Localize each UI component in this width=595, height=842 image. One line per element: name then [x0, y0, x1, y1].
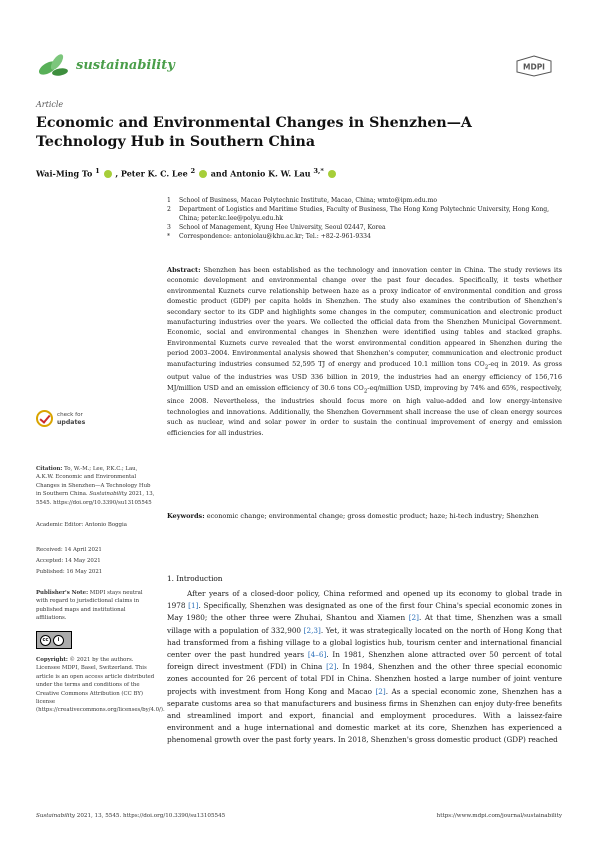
journal-logo [36, 49, 206, 81]
article-type: Article [36, 100, 64, 109]
citation-link[interactable]: [1] [188, 601, 199, 611]
journal-url[interactable]: https://www.mdpi.com/journal/sustainability [436, 813, 562, 819]
affiliation-mark: 1 [95, 167, 100, 175]
affiliation-item: 2 Department of Logistics and Maritime Studies, Faculty of Business, The Hong Kong Polytechnic University, Hong Kong, China; peter.kc.lee@polyu.edu.hk [167, 206, 550, 222]
citation-link[interactable]: [2] [326, 662, 337, 672]
affiliation-item: 3 School of Management, Kyung Hee University, Seoul 02447, Korea [167, 224, 386, 231]
journal-name: sustainability [76, 57, 175, 73]
affiliation-mark: 2 [190, 167, 196, 175]
affiliations [167, 196, 562, 241]
published-date: Published: 16 May 2021 [36, 569, 103, 575]
affiliation-mark: 3,* [313, 167, 324, 175]
keywords-label: Keywords: [167, 512, 205, 520]
abstract-label: Abstract: [167, 266, 201, 274]
section-heading: 1. Introduction [167, 574, 223, 583]
affiliation-item: * Correspondence: antoniolau@khu.ac.kr; Tel.: +82-2-961-9334 [167, 233, 371, 240]
orcid-icon[interactable] [328, 170, 336, 178]
author-name[interactable]: Wai-Ming To [36, 168, 93, 179]
orcid-icon[interactable] [199, 170, 207, 178]
author-list [36, 167, 337, 179]
accepted-date: Accepted: 14 May 2021 [36, 558, 101, 564]
orcid-icon[interactable] [104, 170, 112, 178]
check-for-updates[interactable]: check for updates [36, 410, 85, 427]
publisher-note: Publisher's Note: MDPI stays neutral with regard to jurisdictional claims in published maps and institutional affiliations. [36, 590, 143, 622]
received-date: Received: 14 April 2021 [36, 547, 102, 553]
author-name[interactable]: , Peter K. C. Lee [115, 168, 188, 179]
citation-link[interactable]: [2,3] [303, 625, 321, 635]
citation-link[interactable]: [2] [375, 686, 386, 696]
abstract: Abstract: Shenzhen has been established as the technology and innovation center in China. The study reviews its economic development and environmental change over the past four decades. Specifically, it tests whether environmental Kuznets curve relationship between haze as a proxy indicator of environmental condition and gross domestic product (GDP) per capita holds in Shenzhen. The study also examines the contribution of Shenzhen's secondary sector to its GDP and highlights some changes in the computer, communication and electronic product manufacturing industries over the years. We collected the official data from the Shenzhen Municipal Government. Economic, social and environmental changes in Shenzhen were identified using tables and stacked graphs. Environmental Kuznets curve revealed that the worst environmental condition appeared in Shenzhen during the period 2003–2004. Environmental analysis showed that Shenzhen's computer, communication and electronic product manufacturing industries consumed 52,595 TJ of energy and produced 10.1 million tons $CO_2-eq$ in 2019. As gross output value of the industries was USD 336 billion in 2019, the industries had an energy efficiency of 156,716 MJ/million USD and an emission efficiency of 30.6 tons $CO_2-eq$/million USD, improving by 74% and 65%, respectively, since 2008. Nevertheless, the industries should focus more on high value-added and low energy-intensive technologies and innovations. Additionally, the Shenzhen Government shall increase the use of clean energy sources such as nuclear, wind and solar power in order to sustain the continual improvement of energy and emission efficiencies for all industries. [167, 266, 563, 437]
affiliation-item: 1 School of Business, Macao Polytechnic Institute, Macao, China; wmto@ipm.edu.mo [167, 197, 438, 204]
introduction-paragraph: After years of a closed-door policy, China reformed and opened up its economy to global trade in 1978 [1]. Specifically, Shenzhen was designated as one of the first four China's special economic zones in May 1980; the other three were Zhuhai, Shantou and Xiamen [2]. At that time, Shenzhen was a small village with a population of 332,900 [2,3]. Yet, it was strategically located on the north of Hong Kong that had transformed from a fishing village to a global logistics hub, tourism center and international financial center over the past hundred years [4–6]. In 1981, Shenzhen alone attracted over 50 percent of total foreign direct investment (FDI) in China [2]. In 1984, Shenzhen and the other three special economic zones accounted for 26 percent of total FDI in China. Shenzhen hosted a large number of joint venture projects with investment from Hong Kong and Macao [2]. As a special economic zone, Shenzhen has a separate customs area so that manufacturers and business firms in Shenzhen can enjoy duty-free benefits and streamlined import and export, financial and employment procedures. With a laissez-faire environment and a huge international and domestic market at its core, Shenzhen has experienced a phenomenal growth over the past forty years. In 2018, Shenzhen's gross domestic product (GDP) reached [167, 589, 562, 745]
keywords: Keywords: economic change; environmental change; gross domestic product; haze; hi-tech industry; Shenzhen [167, 512, 539, 520]
mdpi-logo-icon [515, 55, 553, 77]
academic-editor: Academic Editor: Antonio Boggia [36, 522, 127, 528]
citation: Citation: To, W.-M.; Lee, P.K.C.; Lau, A.K.W. Economic and Environmental Changes in Shenzhen—A Technology Hub in Southern China. Sustainability 2021, 13, 5545. https://doi.org/10.3390/su13105545 [36, 466, 155, 506]
cc-by-license-icon[interactable]: cc i [36, 631, 72, 649]
paper-title: Economic and Environmental Changes in Shenzhen—A Technology Hub in Southern China [36, 115, 472, 150]
copyright: Copyright: © 2021 by the authors. Licensee MDPI, Basel, Switzerland. This article is an open access article distributed under the terms and conditions of the Creative Commons Attribution (CC BY) license (https://creativecommons.org/licenses/by/4.0/). [36, 657, 165, 714]
check-icon [36, 410, 53, 427]
svg-text:MDPI: MDPI [523, 62, 545, 72]
leaf-icon [36, 50, 70, 80]
citation-link[interactable]: [2] [408, 613, 419, 623]
author-name[interactable]: and Antonio K. W. Lau [210, 168, 311, 179]
citation-link[interactable]: [4–6] [307, 650, 327, 660]
page-footer: Sustainability 2021, 13, 5545. https://doi.org/10.3390/su13105545 https://www.mdpi.com/journal/sustainability [36, 813, 562, 819]
